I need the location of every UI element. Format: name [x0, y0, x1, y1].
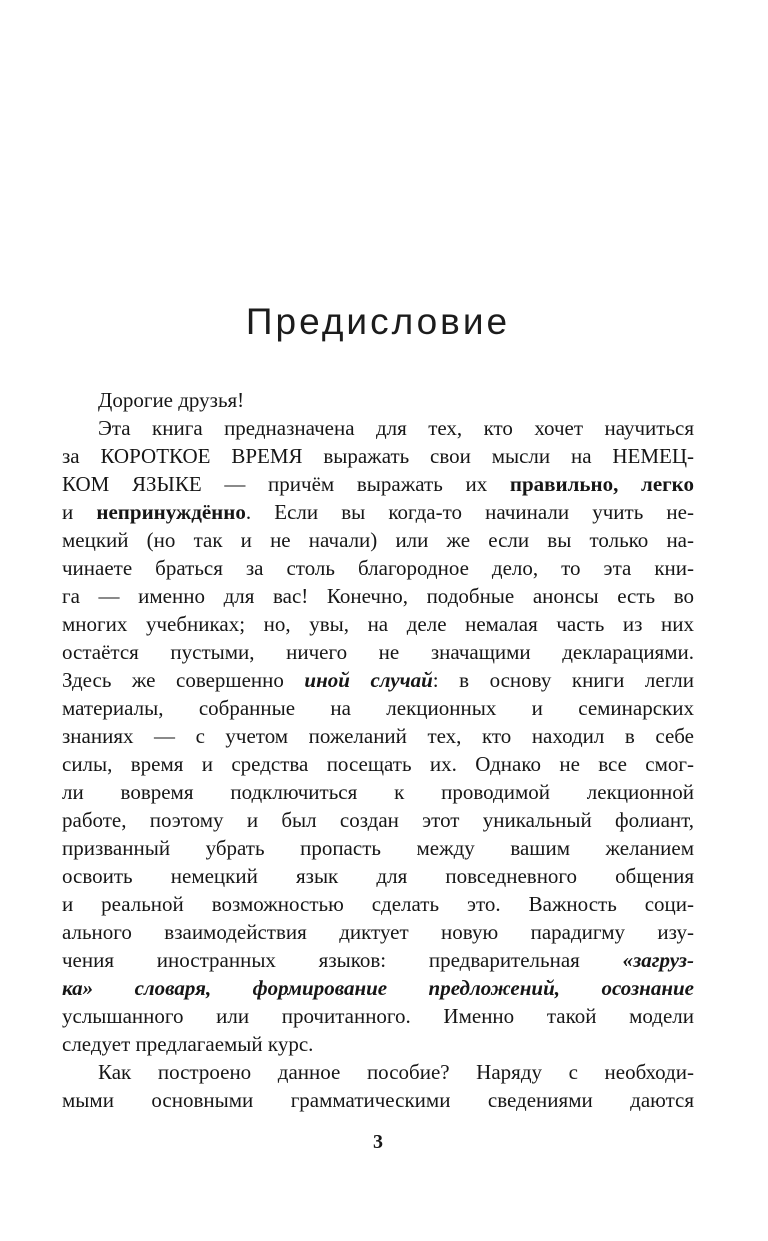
text-line	[62, 862, 694, 890]
emphasized-text: «загруз-	[622, 948, 694, 972]
text-line	[62, 1086, 694, 1114]
text-segment: услышанного или прочитанного. Именно такой модели	[62, 1004, 694, 1028]
emphasized-text: правильно, легко	[509, 472, 694, 496]
text-segment: Эта книга предназначена для тех, кто хочет научиться	[98, 416, 694, 440]
text-segment: : в основу книги легли	[432, 668, 694, 692]
text-line	[62, 694, 694, 722]
text-segment: га — именно для вас! Конечно, подобные анонсы есть во	[62, 584, 694, 608]
text-line	[62, 890, 694, 918]
text-line	[62, 974, 694, 1002]
text-line	[62, 470, 694, 498]
text-segment: следует предлагаемый курс.	[62, 1032, 314, 1056]
text-segment: остаётся пустыми, ничего не значащими декларациями.	[62, 640, 694, 664]
text-segment: многих учебниках; но, увы, на деле немалая часть из них	[62, 612, 694, 636]
text-line	[62, 414, 694, 442]
text-segment: ли вовремя подключиться к проводимой лекционной	[62, 780, 694, 804]
text-segment: освоить немецкий язык для повседневного общения	[62, 864, 694, 888]
text-body	[62, 386, 694, 1114]
text-line	[62, 498, 694, 526]
text-line	[62, 554, 694, 582]
text-segment: мецкий (но так и не начали) или же если вы только на-	[62, 528, 694, 552]
text-line	[62, 442, 694, 470]
text-segment: призванный убрать пропасть между вашим желанием	[62, 836, 694, 860]
text-line	[62, 834, 694, 862]
text-segment: Здесь же совершенно	[62, 668, 305, 692]
text-line	[62, 666, 694, 694]
text-line	[62, 582, 694, 610]
text-segment: и	[62, 500, 97, 524]
text-segment: силы, время и средства посещать их. Однако не все смог-	[62, 752, 694, 776]
text-line	[62, 806, 694, 834]
text-line	[62, 946, 694, 974]
page-number: 3	[373, 1131, 383, 1153]
text-segment: и реальной возможностью сделать это. Важность соци-	[62, 892, 694, 916]
text-segment: Как построено данное пособие? Наряду с необходи-	[98, 1060, 694, 1084]
text-line	[62, 638, 694, 666]
text-line	[62, 1058, 694, 1086]
text-segment: КОМ ЯЗЫКЕ — причём выражать их	[62, 472, 510, 496]
text-line	[62, 610, 694, 638]
text-segment: работе, поэтому и был создан этот уникальный фолиант,	[62, 808, 694, 832]
text-line	[62, 722, 694, 750]
text-line	[62, 1002, 694, 1030]
text-segment: за КОРОТКОЕ ВРЕМЯ выражать свои мысли на НЕМЕЦ-	[62, 444, 694, 468]
text-line	[62, 386, 694, 414]
text-segment: ального взаимодействия диктует новую парадигму изу-	[62, 920, 694, 944]
text-segment: чения иностранных языков: предварительная	[62, 948, 623, 972]
text-line	[62, 918, 694, 946]
paragraph	[62, 414, 694, 1058]
text-segment: знаниях — с учетом пожеланий тех, кто находил в себе	[62, 724, 694, 748]
text-line	[62, 1030, 694, 1058]
emphasized-text: непринуждённо	[96, 500, 246, 524]
text-line	[62, 778, 694, 806]
text-segment: материалы, собранные на лекционных и семинарских	[62, 696, 694, 720]
emphasized-text: иной случай	[304, 668, 433, 692]
paragraph	[62, 1058, 694, 1114]
text-segment: чинаете браться за столь благородное дело, то эта кни-	[62, 556, 694, 580]
text-line	[62, 750, 694, 778]
chapter-title: Предисловие	[245, 300, 511, 342]
text-line	[62, 526, 694, 554]
text-segment: . Если вы когда-то начинали учить не-	[245, 500, 694, 524]
paragraph	[62, 386, 694, 414]
text-segment: мыми основными грамматическими сведениями даются	[62, 1088, 694, 1112]
text-segment: Дорогие друзья!	[98, 388, 245, 412]
emphasized-text: ка» словаря, формирование предложений, осознание	[62, 976, 694, 1000]
